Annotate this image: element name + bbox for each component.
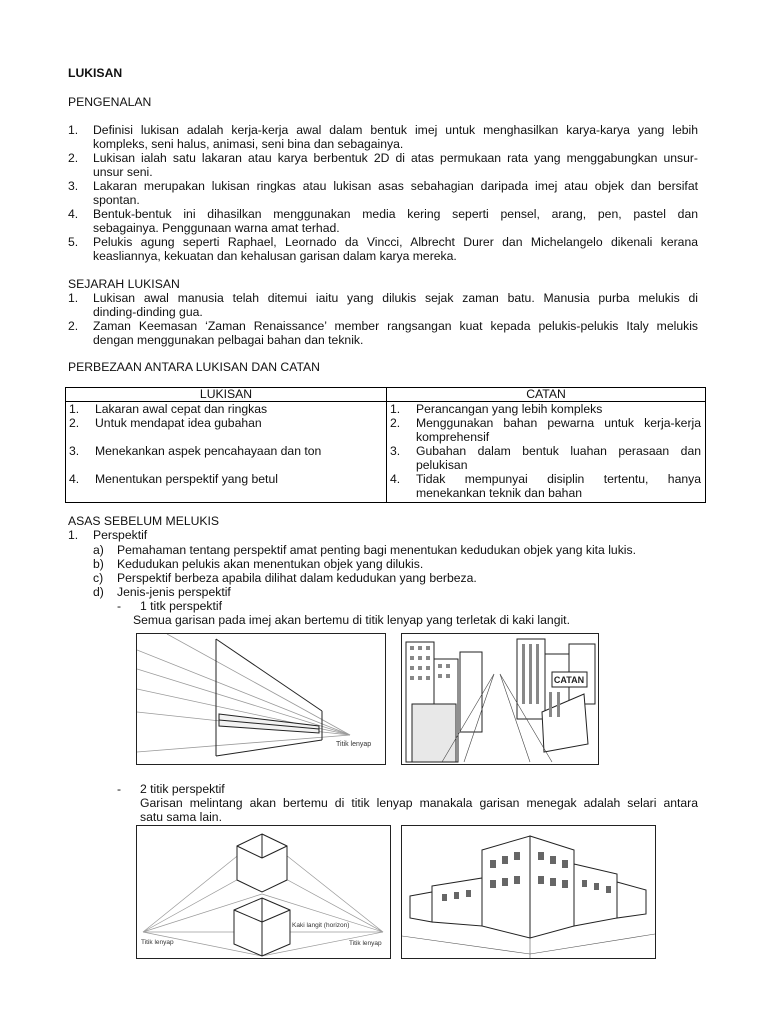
sub-item-text: Perspektif berbeza apabila dilihat dalam kedudukan yang berbeza. <box>117 571 477 585</box>
catan-cell: Gubahan dalam bentuk luahan perasaan dan <box>416 444 701 458</box>
two-point-diagram <box>136 825 391 959</box>
row-number: 3. <box>69 444 80 458</box>
list-item-text: unsur seni. <box>93 165 153 179</box>
list-item-text: spontan. <box>93 193 140 207</box>
one-point-street-illustration <box>401 633 599 765</box>
section-heading-compare: PERBEZAAN ANTARA LUKISAN DAN CATAN <box>68 360 320 374</box>
sub-letter: d) <box>93 585 104 599</box>
section-heading-intro: PENGENALAN <box>68 95 152 109</box>
table-header-catan: CATAN <box>387 388 706 402</box>
row-number: 1. <box>390 402 401 416</box>
row-number: 3. <box>390 444 401 458</box>
document-title: LUKISAN <box>68 66 123 80</box>
row-number: 4. <box>69 472 80 486</box>
lukisan-cell: Menekankan aspek pencahayaan dan ton <box>95 444 322 458</box>
catan-cell: Menggunakan bahan pewarna untuk kerja-kerja <box>416 416 701 430</box>
list-item-text: Bentuk-bentuk ini dihasilkan menggunakan media kering seperti pensel, arang, pen, pastel dan <box>93 207 698 221</box>
catan-cell: Tidak mempunyai disiplin tertentu, hanya <box>416 472 701 486</box>
section-heading-history: SEJARAH LUKISAN <box>68 277 180 291</box>
sub-item-text: Pemahaman tentang perspektif amat penting bagi menentukan kedudukan objek yang kita lukis. <box>117 543 636 557</box>
list-number: 2. <box>68 319 79 333</box>
dash-marker: - <box>117 599 122 613</box>
list-item-text: Lakaran merupakan lukisan ringkas atau lukisan asas sebahagian daripada imej atau objek dan bersifat <box>93 179 698 193</box>
sub-item-text: Kedudukan pelukis akan menentukan objek yang dilukis. <box>117 557 424 571</box>
table-row <box>66 416 706 444</box>
sub-letter: a) <box>93 543 104 557</box>
list-item-text: dinding-dinding gua. <box>93 305 203 319</box>
list-item-text: dengan menggunakan pelbagai bahan dan teknik. <box>93 333 364 347</box>
catan-cell-cont: menekankan teknik dan bahan <box>416 486 583 500</box>
row-number: 2. <box>69 416 80 430</box>
left-vanishing-label: Titik lenyap <box>141 939 174 946</box>
one-point-diagram <box>136 633 386 765</box>
list-number: 5. <box>68 235 79 249</box>
catan-cell-cont: pelukisan <box>416 458 468 472</box>
catan-cell-cont: komprehensif <box>416 430 490 444</box>
sub-item-text: Jenis-jenis perspektif <box>117 585 231 599</box>
two-point-street-illustration <box>401 825 656 959</box>
list-item-text: Perspektif <box>93 528 148 542</box>
sub-letter: b) <box>93 557 104 571</box>
list-item-text: sebagainya. Penggunaan warna amat terhad. <box>93 221 340 235</box>
table-row <box>66 444 706 472</box>
one-point-label: 1 titk perspektif <box>140 599 222 613</box>
lukisan-cell: Untuk mendapat idea gubahan <box>95 416 262 430</box>
vanishing-point-label: Titik lenyap <box>336 741 372 748</box>
list-item-text: keasliannya, kekuatan dan kehalusan garisan dalam karya mereka. <box>93 249 457 263</box>
table-header-lukisan: LUKISAN <box>66 388 387 402</box>
svg-text:CATAN: CATAN <box>553 675 585 685</box>
catan-cell: Perancangan yang lebih kompleks <box>416 402 603 416</box>
list-number: 1. <box>68 123 79 137</box>
lukisan-cell: Lakaran awal cepat dan ringkas <box>95 402 268 416</box>
table-row <box>66 472 706 503</box>
list-item-text: Lukisan awal manusia telah ditemui iaitu yang dilukis sejak zaman batu. Manusia purba melukis di <box>93 291 698 305</box>
list-item-text: Zaman Keemasan ‘Zaman Renaissance’ member rangsangan kuat kepada pelukis-pelukis Italy melukis <box>93 319 698 333</box>
section-heading-basics: ASAS SEBELUM MELUKIS <box>68 514 220 528</box>
list-number: 1. <box>68 291 79 305</box>
list-item-text: kompleks, seni halus, animasi, seni bina dan sebagainya. <box>93 137 404 151</box>
table-row <box>66 402 706 417</box>
list-item-text: Lukisan ialah satu lakaran atau karya berbentuk 2D di atas permukaan rata yang menggabungkan unsur- <box>93 151 698 165</box>
two-point-desc: Garisan melintang akan bertemu di titik lenyap manakala garisan menegak adalah selari antara <box>140 796 698 810</box>
list-item-text: Definisi lukisan adalah kerja-kerja awal dalam bentuk imej untuk menghasilkan karya-karya yang lebih <box>93 123 698 137</box>
right-vanishing-label: Titik lenyap <box>349 940 382 947</box>
sub-letter: c) <box>93 571 104 585</box>
list-number: 2. <box>68 151 79 165</box>
row-number: 2. <box>390 416 401 430</box>
list-number: 1. <box>68 528 79 542</box>
two-point-desc-cont: satu sama lain. <box>140 810 222 824</box>
list-number: 3. <box>68 179 79 193</box>
two-point-label: 2 titik perspektif <box>140 782 225 796</box>
row-number: 4. <box>390 472 401 486</box>
dash-marker: - <box>117 782 122 796</box>
horizon-label: Kaki langit (horizon) <box>292 922 350 929</box>
row-number: 1. <box>69 402 80 416</box>
lukisan-cell: Menentukan perspektif yang betul <box>95 472 278 486</box>
list-item-text: Pelukis agung seperti Raphael, Leornado da Vincci, Albrecht Durer dan Michelangelo dikenali kerana <box>93 235 698 249</box>
list-number: 4. <box>68 207 79 221</box>
one-point-desc: Semua garisan pada imej akan bertemu di titik lenyap yang terletak di kaki langit. <box>133 613 570 627</box>
comparison-table <box>65 387 706 503</box>
